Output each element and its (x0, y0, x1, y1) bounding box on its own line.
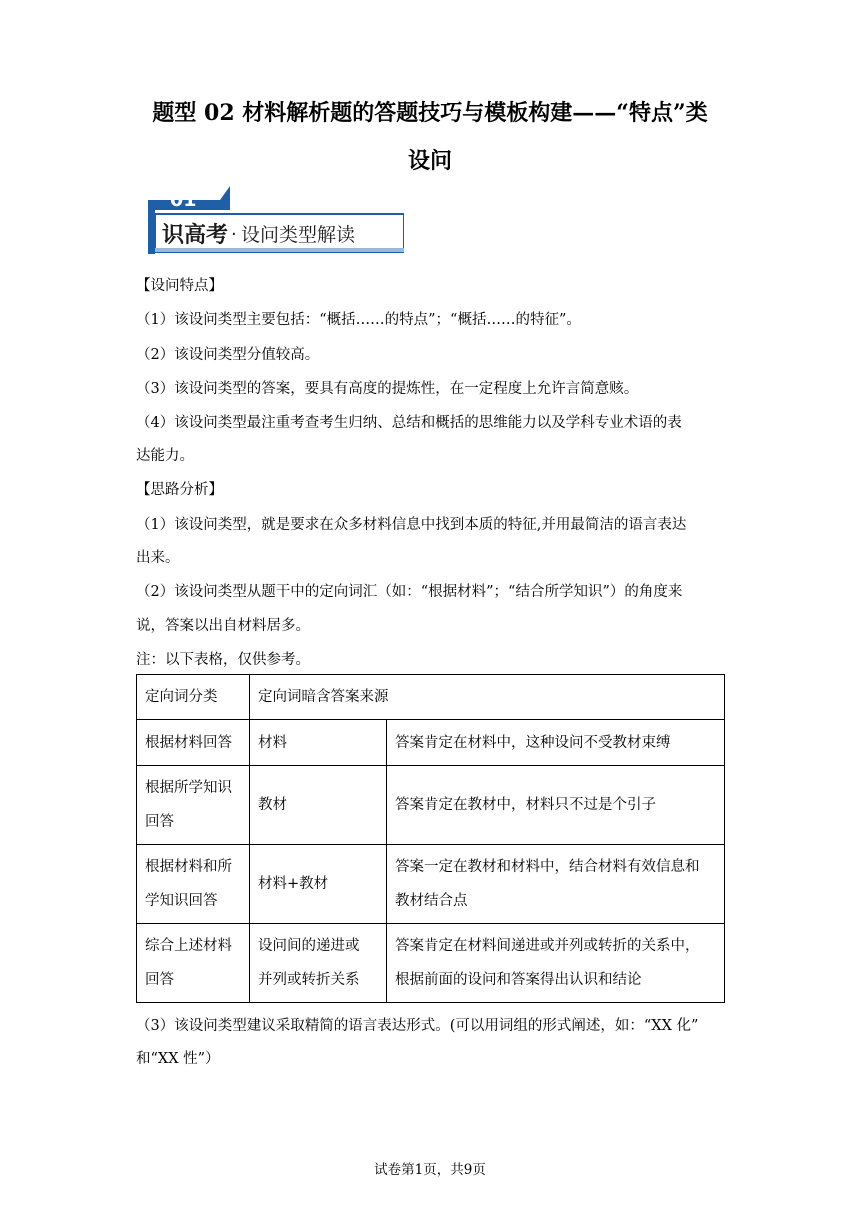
section1-item: （3）该设问类型的答案，要具有高度的提炼性，在一定程度上允许言简意赅。 (136, 381, 639, 397)
section1-item: （1）该设问类型主要包括：“概括……的特点”；“概括……的特征”。 (136, 312, 581, 328)
banner-underline (155, 248, 404, 252)
table-cell: 根据所学知识 回答 (137, 766, 250, 845)
table-cell: 材料 (250, 720, 387, 766)
section1-item: （2）该设问类型分值较高。 (136, 347, 320, 363)
table-cell: 综合上述材料 回答 (137, 924, 250, 1003)
section-banner (148, 186, 404, 254)
table-cell: 教材 (250, 766, 387, 845)
section2-item: 出来。 (136, 550, 180, 566)
section1-item: （4）该设问类型最注重考查考生归纳、总结和概括的思维能力以及学科专业术语的表 (136, 415, 682, 431)
table-cell: 答案肯定在材料间递进或并列或转折的关系中， 根据前面的设问和答案得出认识和结论 (387, 924, 725, 1003)
table-cell: 答案肯定在教材中，材料只不过是个引子 (387, 766, 725, 845)
section2-note: 注：以下表格，仅供参考。 (136, 652, 310, 668)
page-footer: 试卷第1页，共9页 (374, 1162, 486, 1178)
banner-main-text: 识高考 (162, 223, 229, 248)
table-header-cell: 定向词暗含答案来源 (250, 675, 725, 720)
table-row (137, 845, 725, 924)
table-cell: 答案一定在教材和材料中，结合材料有效信息和 教材结合点 (387, 845, 725, 924)
table-cell: 答案肯定在材料中，这种设问不受教材束缚 (387, 720, 725, 766)
answer-source-table (136, 674, 725, 1003)
section2-item: （1）该设问类型，就是要求在众多材料信息中找到本质的特征,并用最简洁的语言表达 (136, 517, 687, 533)
document-title-line-1: 题型 02 材料解析题的答题技巧与模板构建——“特点”类 (152, 100, 708, 126)
section2-item: 说，答案以出自材料居多。 (136, 618, 310, 634)
document-title-line-2: 设问 (407, 148, 452, 174)
table-cell: 根据材料回答 (137, 720, 250, 766)
table-header-cell: 定向词分类 (137, 675, 250, 720)
table-cell: 根据材料和所 学知识回答 (137, 845, 250, 924)
banner-sub-text: 设问类型解读 (241, 224, 356, 246)
section1-heading: 【设问特点】 (136, 278, 223, 294)
banner-dot: · (231, 224, 237, 245)
section1-item: 达能力。 (136, 448, 194, 464)
section2-item: （2）该设问类型从题干中的定向词汇（如：“根据材料”；“结合所学知识”）的角度来 (136, 584, 683, 600)
table-cell: 设问间的递进或 并列或转折关系 (250, 924, 387, 1003)
section2-heading: 【思路分析】 (136, 482, 223, 498)
table-row (137, 766, 725, 845)
table-row (137, 924, 725, 1003)
after-table-line: 和“XX 性”） (136, 1051, 220, 1067)
table-row (137, 720, 725, 766)
after-table-line: （3）该设问类型建议采取精简的语言表达形式。(可以用词组的形式阐述，如：“XX 化” (136, 1018, 699, 1034)
table-cell: 材料+教材 (250, 845, 387, 924)
banner-left-bar (148, 210, 155, 254)
banner-number: 01 (170, 189, 197, 211)
table-header-row (137, 675, 725, 720)
